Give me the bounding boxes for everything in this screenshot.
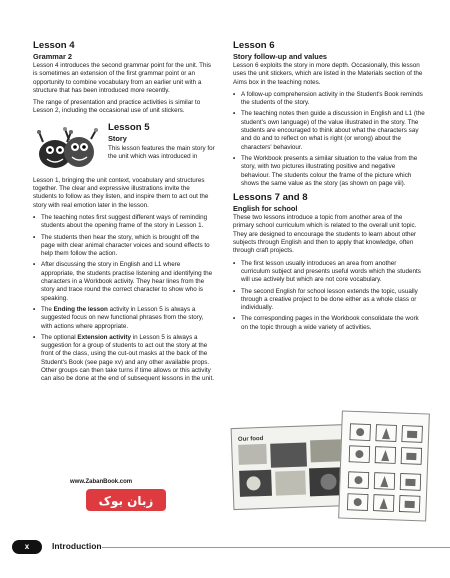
left-column bbox=[33, 40, 215, 387]
footer-rule bbox=[102, 547, 450, 548]
lesson4-paragraph-2: The range of presentation and practice activities is similar to Lesson 2, including the occasional use of unit stickers. bbox=[33, 99, 201, 115]
lesson5-bullet-1: • The teaching notes first suggest different ways of reminding students about the opening frame of the story in Lesson 1. bbox=[33, 214, 215, 231]
story-characters-illustration bbox=[35, 126, 99, 172]
lesson5-bullet-5 bbox=[33, 334, 215, 384]
lesson78-bullet-3: • The corresponding pages in the Workbook consolidate the work on the topic through a wide variety of activities. bbox=[233, 315, 425, 332]
lesson5-subheading: Story bbox=[108, 133, 127, 143]
lesson6-bullet-3: • The Workbook presents a similar situation to the value from the story, with two pictures illustrating positive and negative behaviour. The students colour the frame of the picture which shows the same value as the story (as shown on page viii). bbox=[233, 155, 425, 188]
bullet-4-lead: The bbox=[41, 305, 54, 313]
lesson5-intro-text: This lesson features the main story for the unit which was introduced in bbox=[108, 144, 215, 161]
lesson78-bullet-list bbox=[233, 260, 425, 332]
right-column bbox=[233, 40, 425, 335]
lesson78-paragraph-1: These two lessons introduce a topic from another area of the primary school curriculum which is related to the overall unit topic. They are designed to encourage the students to learn about other subjects through English and then to apply that knowledge, often through craft projects. bbox=[233, 214, 417, 255]
lesson4-heading: Lesson 4 bbox=[33, 40, 75, 51]
workbook-page-left-art bbox=[232, 425, 355, 511]
footer-section-label: Introduction bbox=[52, 541, 102, 551]
watermark-url: www.ZabanBook.com bbox=[70, 479, 133, 485]
workbook-page-right bbox=[338, 410, 430, 521]
lesson4-paragraph-1: Lesson 4 introduces the second grammar point for the unit. This is sometimes an extension of the first grammar point or an opportunity to combine vocabulary from an earlier unit with a structure that has been introduced more recently. bbox=[33, 62, 212, 94]
lesson5-bullet-list bbox=[33, 214, 215, 384]
lesson5-title-group bbox=[108, 122, 215, 166]
watermark bbox=[70, 475, 190, 515]
watermark-logo bbox=[84, 485, 170, 515]
lesson5-paragraph-1: Lesson 1, bringing the unit context, vocabulary and structures together. The clear and expressive illustrations invite the students to follow as they listen, and inspire them to act out the story with real emotion later in the lesson. bbox=[33, 176, 209, 209]
extension-activity-term: Extension activity bbox=[77, 333, 131, 341]
lesson78-heading: Lessons 7 and 8 bbox=[233, 192, 308, 204]
lesson5-bullet-2: • The students then hear the story, which is brought off the page with clear animal character voices and sound effects to help them follow the action. bbox=[33, 234, 215, 259]
lesson6-bullet-2: • The teaching notes then guide a discussion in English and L1 (the student's own language) of the value illustrated in the story. The students are encouraged to think about what the characters say and do and to reflect on what is right (or wrong) about the characters' behaviour. bbox=[233, 110, 425, 151]
workbook-page-left bbox=[231, 424, 354, 510]
workbook-pages-image bbox=[232, 400, 428, 520]
lesson78-bullet-1: • The first lesson usually introduces an area from another curriculum subject and presents useful words which the students will use actively but which are not core vocabulary. bbox=[233, 260, 425, 285]
ending-the-lesson-term: Ending the lesson bbox=[53, 305, 108, 313]
svg-text:زبان بوک: زبان بوک bbox=[98, 494, 154, 508]
workbook-title: Our food bbox=[237, 435, 264, 443]
bullet-4-rest: activity in Lesson 5 is always a suggested focus on new functional phrases from the story, with actions where appropriate. bbox=[41, 305, 204, 330]
lesson5-header-block bbox=[33, 122, 215, 176]
lesson6-bullet-list bbox=[233, 91, 425, 188]
lesson6-bullet-1: • A follow-up comprehension activity in the Student's Book reminds the students of the story. bbox=[233, 91, 425, 108]
bullet-5-lead: The optional bbox=[41, 333, 78, 341]
lesson5-bullet-4 bbox=[33, 306, 215, 331]
lesson6-subheading: Story follow-up and values bbox=[233, 52, 328, 61]
lesson6-heading: Lesson 6 bbox=[233, 40, 275, 51]
lesson78-subheading: English for school bbox=[233, 204, 298, 214]
bullet-5-rest: in Lesson 5 is always a suggestion for a group of students to act out the story at the front of the class, using the cut-out masks at the back of the Student's Book (see page xv) and any other available props. Other groups can then take turns if time allows or this activity can also be done at the end of subsequent lessons in the unit. bbox=[41, 333, 214, 383]
lesson5-bullet-3: • After discussing the story in English and L1 where appropriate, the students practise listening and identifying the characters in a Workbook activity. They hear lines from the story and trace round the correct character to show who is speaking. bbox=[33, 261, 215, 302]
lesson5-heading: Lesson 5 bbox=[108, 121, 150, 133]
lesson6-paragraph-1: Lesson 6 exploits the story in more depth. Occasionally, this lesson uses the unit stickers, which are listed in the Materials section of the Aims box in the teaching notes. bbox=[233, 62, 423, 86]
workbook-page-right-art bbox=[339, 412, 431, 523]
page-number: x bbox=[12, 540, 42, 554]
lesson4-subheading: Grammar 2 bbox=[33, 52, 73, 61]
lesson78-bullet-2: • The second English for school lesson extends the topic, usually through a creative project to be done either as a whole class or individually. bbox=[233, 288, 425, 313]
